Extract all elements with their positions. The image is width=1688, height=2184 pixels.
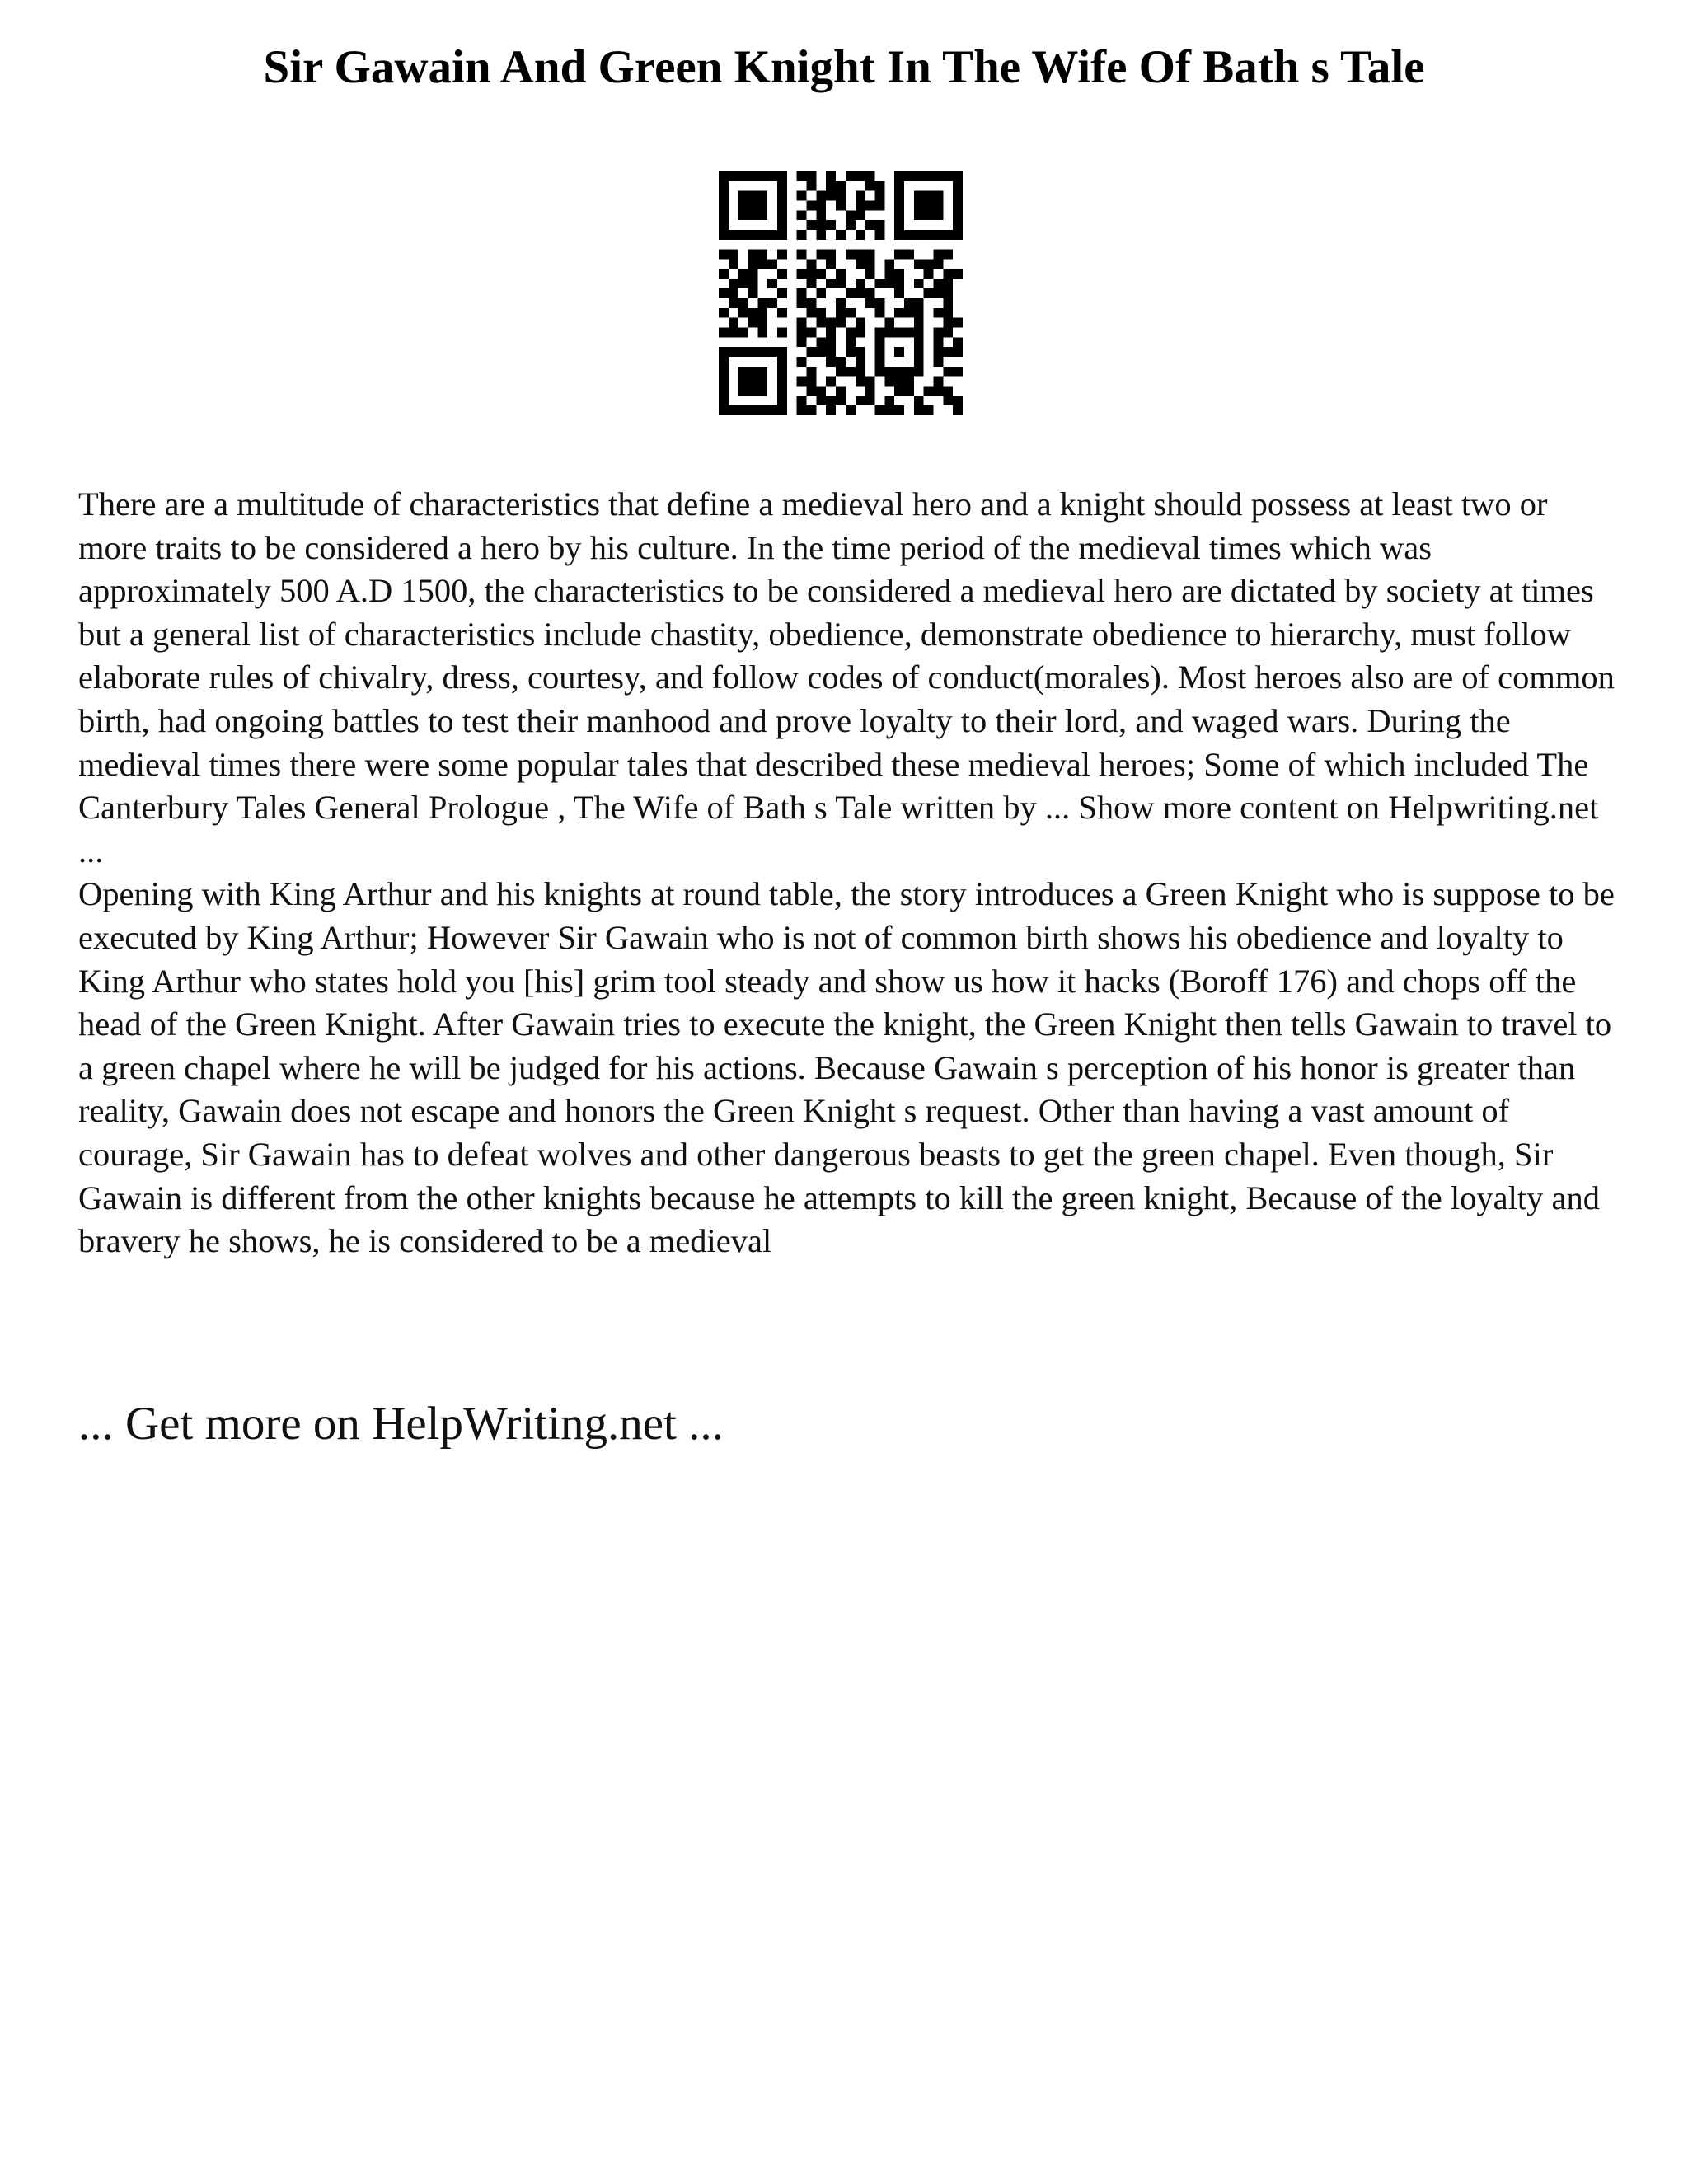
get-more-link[interactable]: ... Get more on HelpWriting.net ... bbox=[78, 1398, 724, 1450]
paragraph-1: There are a multitude of characteristics that define a medieval hero and a knight should possess at least two or more traits to be considered a hero by his culture. In the time period of the medieval times which was approximately 500 A.D 1500, the characteristics to be considered a medieval hero are dictated by society at times but a general list of characteristics include chastity, obedience, demonstrate obedience to hierarchy, must follow elaborate rules of chivalry, dress, courtesy, and follow codes of conduct(morales). Most heroes also are of common birth, had ongoing battles to test their manhood and prove loyalty to their lord, and waged wars. During the medieval times there were some popular tales that described these medieval heroes; Some of which included The Canterbury Tales General Prologue , The Wife of Bath s Tale written by ... Show more content on Helpwriting.net ... bbox=[78, 485, 1615, 869]
document-body bbox=[78, 483, 1620, 1263]
document-title: Sir Gawain And Green Knight In The Wife Of Bath s Tale bbox=[263, 41, 1425, 93]
paragraph-2: Opening with King Arthur and his knights at round table, the story introduces a Green Knight who is suppose to be executed by King Arthur; However Sir Gawain who is not of common birth shows his obedience and loyalty to King Arthur who states hold you [his] grim tool steady and show us how it hacks (Boroff 176) and chops off the head of the Green Knight. After Gawain tries to execute the knight, the Green Knight then tells Gawain to travel to a green chapel where he will be judged for his actions. Because Gawain s perception of his honor is greater than reality, Gawain does not escape and honors the Green Knight s request. Other than having a vast amount of courage, Sir Gawain has to defeat wolves and other dangerous beasts to get the green chapel. Even though, Sir Gawain is different from the other knights because he attempts to kill the green knight, Because of the loyalty and bravery he shows, he is considered to be a medieval bbox=[78, 875, 1615, 1260]
qr-code-icon bbox=[719, 171, 963, 415]
